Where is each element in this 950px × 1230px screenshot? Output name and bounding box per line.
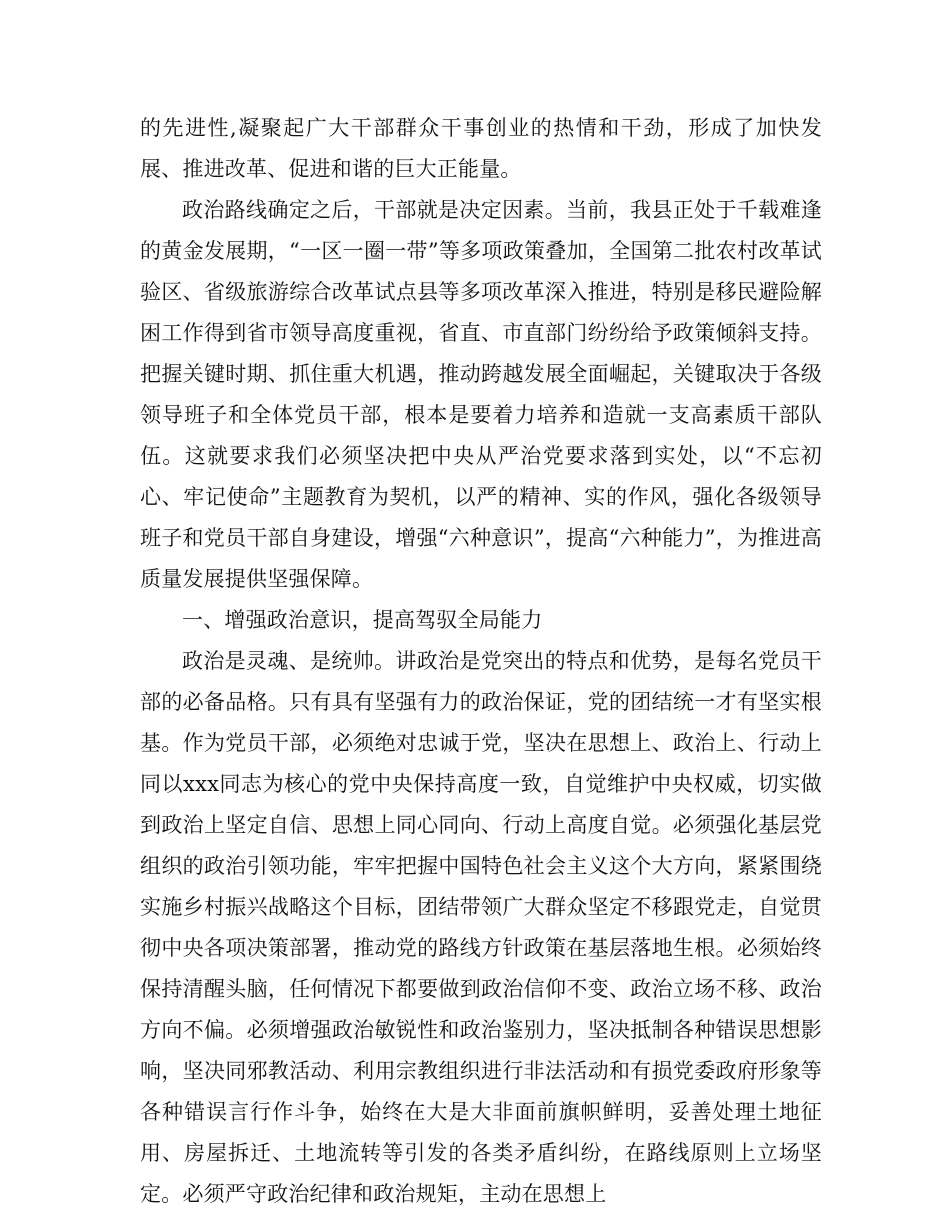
paragraph-continuation: 的先进性,凝聚起广大干部群众干事创业的热情和干劲，形成了加快发展、推进改革、促进和谐的巨大正能量。 bbox=[140, 116, 822, 181]
document-body bbox=[140, 108, 822, 1215]
paragraph-political-awareness: 政治是灵魂、是统帅。讲政治是党突出的特点和优势，是每名党员干部的必备品格。只有具有坚强有力的政治保证，党的团结统一才有坚实根基。作为党员干部，必须绝对忠诚于党，坚决在思想上、政治上、行动上同以xxx同志为核心的党中央保持高度一致，自觉维护中央权威，切实做到政治上坚定自信、思想上同心同向、行动上高度自觉。必须强化基层党组织的政治引领功能，牢牢把握中国特色社会主义这个大方向，紧紧围绕实施乡村振兴战略这个目标，团结带领广大群众坚定不移跟党走，自觉贯彻中央各项决策部署，推动党的路线方针政策在基层落地生根。必须始终保持清醒头脑，任何情况下都要做到政治信仰不变、政治立场不移、政治方向不偏。必须增强政治敏锐性和政治鉴别力，坚决抵制各种错误思想影响，坚决同邪教活动、利用宗教组织进行非法活动和有损党委政府形象等各种错误言行作斗争，始终在大是大非面前旗帜鲜明，妥善处理土地征用、房屋拆迁、土地流转等引发的各类矛盾纠纷，在路线原则上立场坚定。必须严守政治纪律和政治规矩，主动在思想上 bbox=[140, 649, 822, 1206]
paragraph-cadre-factor: 政治路线确定之后，干部就是决定因素。当前，我县正处于千载难逢的黄金发展期，“一区一圈一带”等多项政策叠加，全国第二批农村改革试验区、省级旅游综合改革试点县等多项改革深入推进，特别是移民避险解困工作得到省市领导高度重视，省直、市直部门纷纷给予政策倾斜支持。把握关键时期、抓住重大机遇，推动跨越发展全面崛起，关键取决于各级领导班子和全体党员干部，根本是要着力培养和造就一支高素质干部队伍。这就要求我们必须坚决把中央从严治党要求落到实处，以“不忘初心、牢记使命”主题教育为契机，以严的精神、实的作风，强化各级领导班子和党员干部自身建设，增强“六种意识”，提高“六种能力”，为推进高质量发展提供坚强保障。 bbox=[140, 198, 822, 591]
section-heading: 一、增强政治意识，提高驾驭全局能力 bbox=[182, 608, 543, 632]
